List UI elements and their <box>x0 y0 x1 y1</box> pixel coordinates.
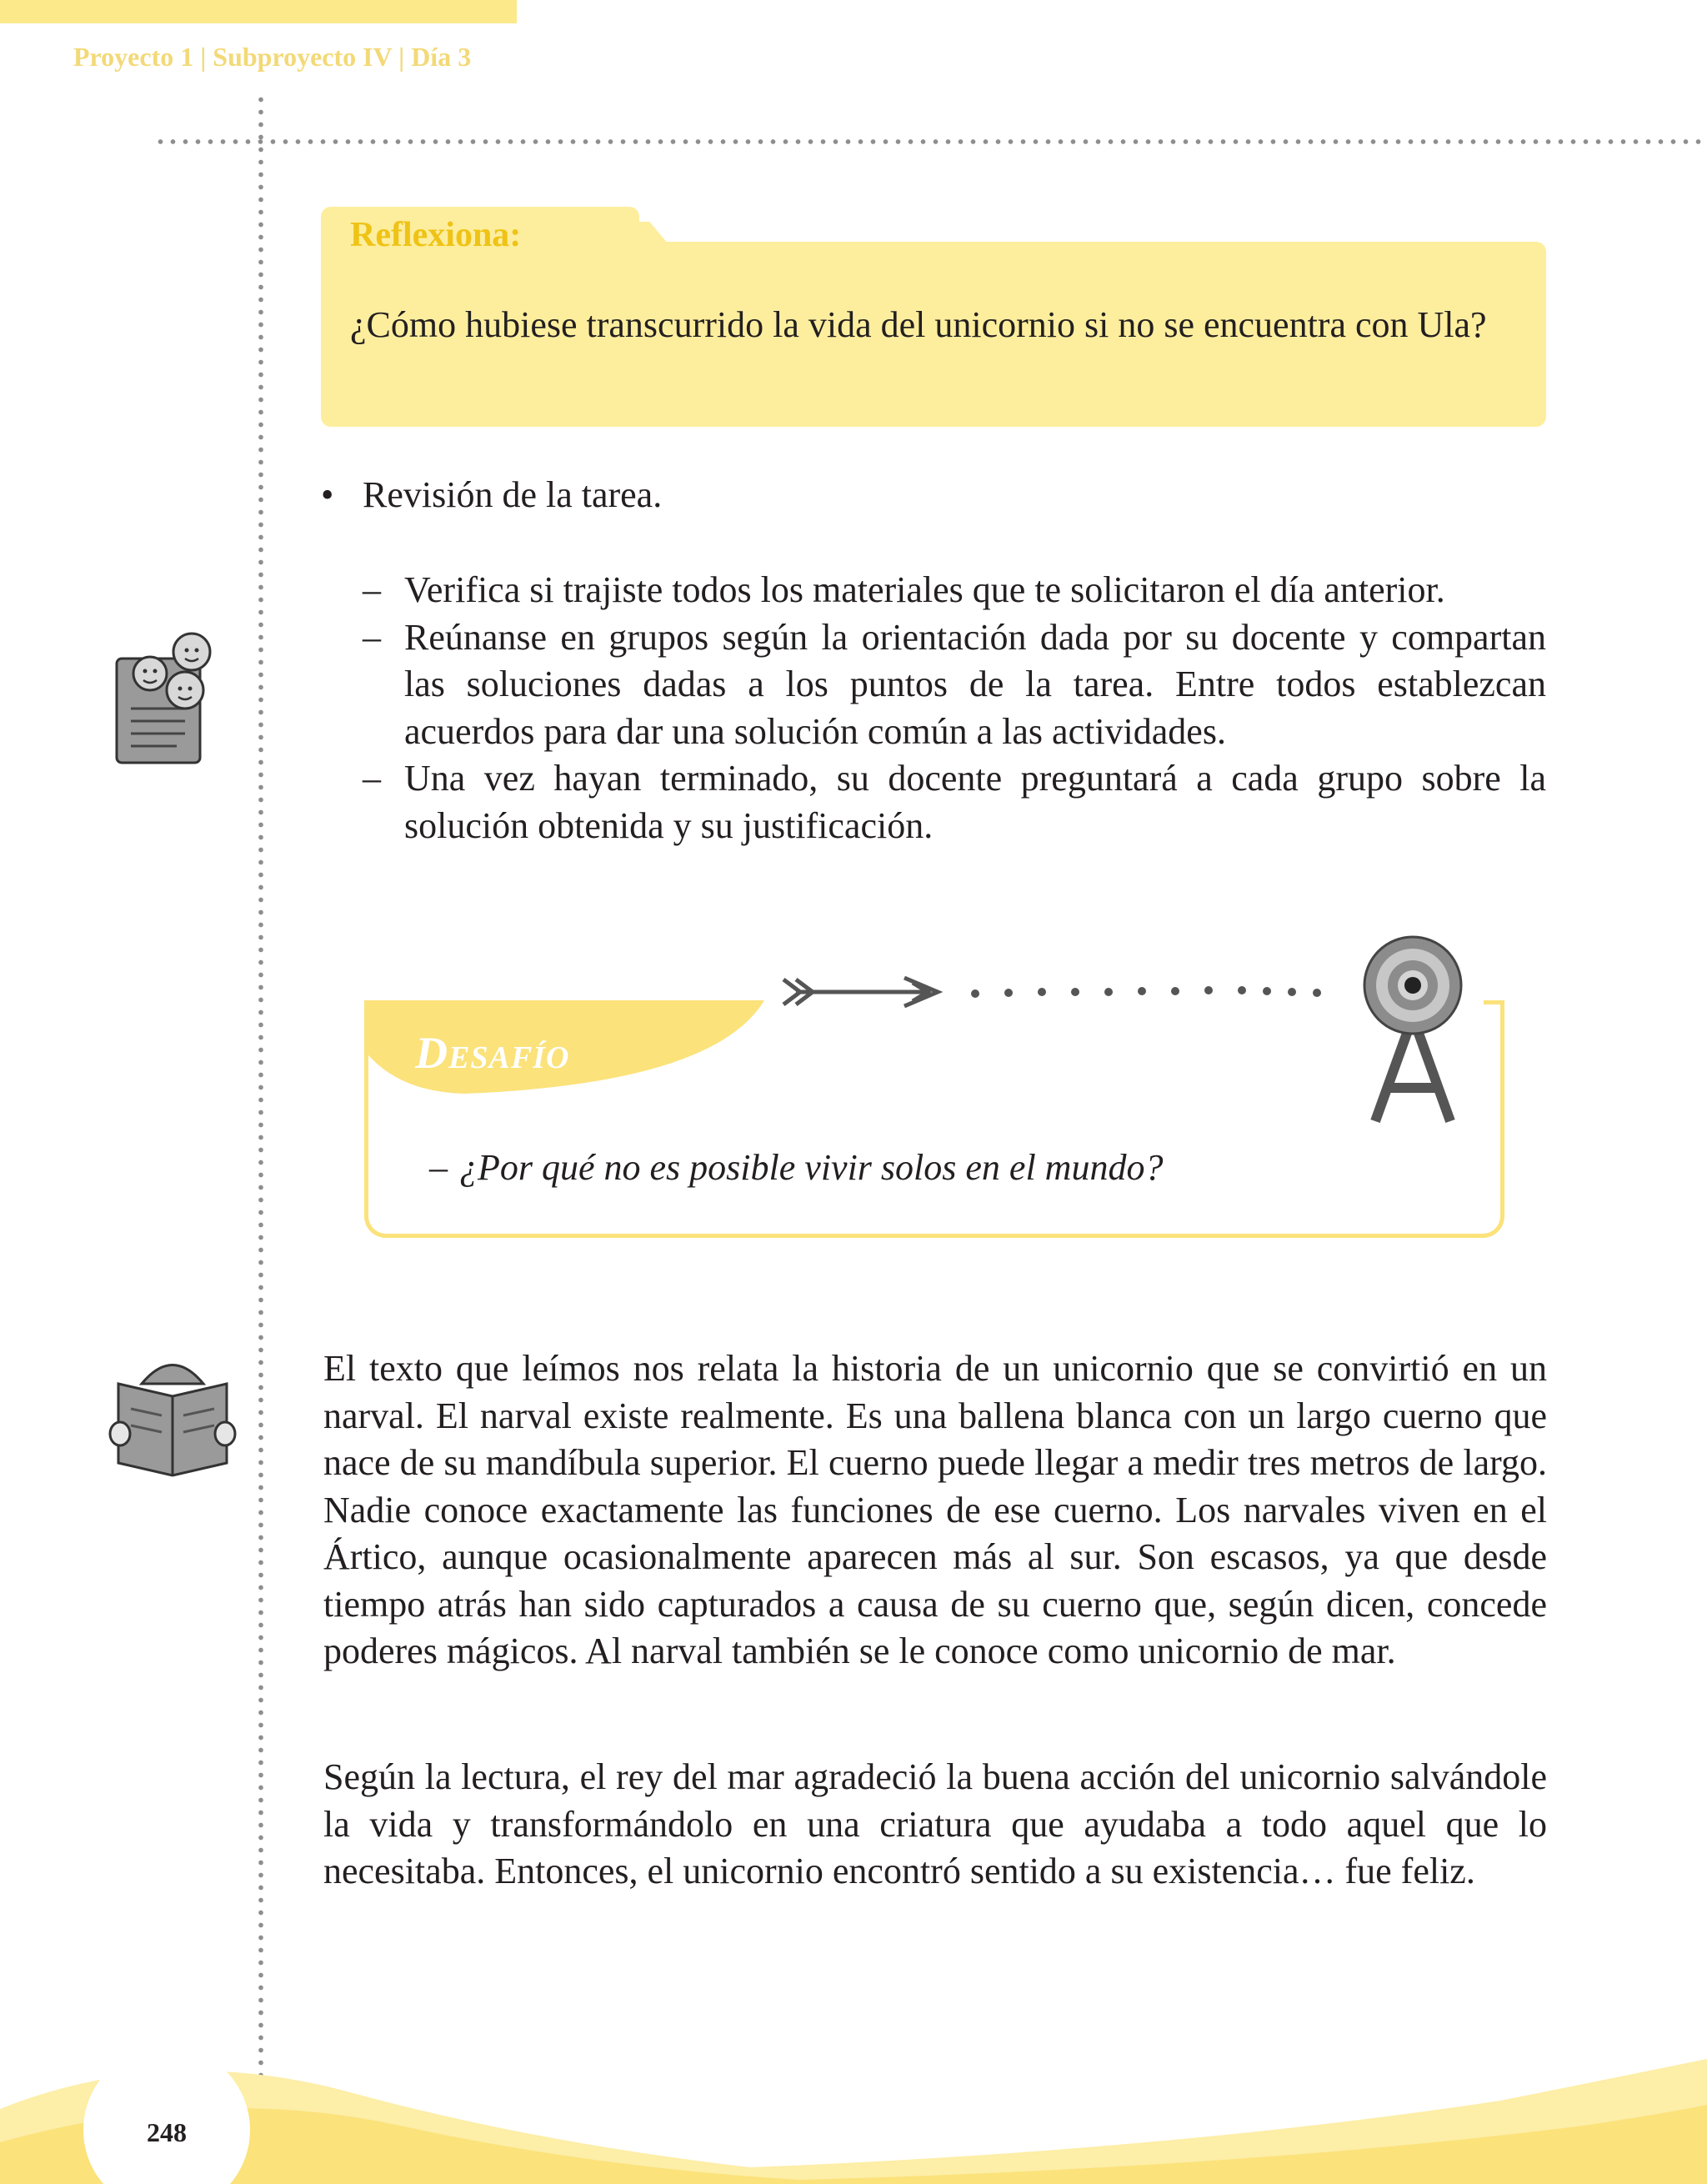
page-number: 248 <box>147 2117 187 2147</box>
dash-marker: – <box>363 758 381 799</box>
bullet-marker: • <box>321 474 334 515</box>
list-item-text: Reúnanse en grupos según la orientación dada por su docente y compartan las soluciones dadas a los puntos de la tarea. Entre todos establezcan acuerdos para dar una solución común a las actividades. <box>404 616 1546 752</box>
list-item <box>363 567 1546 614</box>
desafio-question <box>429 1146 1163 1189</box>
top-accent-bar <box>0 0 517 23</box>
list-item-text: Verifica si trajiste todos los materiales que te solicitaron el día anterior. <box>404 569 1445 610</box>
list-item-text: Una vez hayan terminado, su docente preguntará a cada grupo sobre la solución obtenida y su justificación. <box>404 758 1546 846</box>
running-head: Proyecto 1 | Subproyecto IV | Día 3 <box>73 42 472 72</box>
desafio-question-text: ¿Por qué no es posible vivir solos en el mundo? <box>459 1147 1164 1188</box>
dotted-trajectory <box>971 984 1346 1000</box>
reading-paragraph-1: El texto que leímos nos relata la historia de un unicornio que se convirtió en un narval. El narval existe realmente. Es una ballena blanca con un largo cuerno que nace de su mandíbula superior. El cuerno puede llegar a medir tres metros de largo. Nadie conoce exactamente las funciones de ese cuerno. Los narvales viven en el Ártico, aunque ocasionalmente aparecen más al sur. Son escasos, ya que desde tiempo atrás han sido capturados a causa de su cuerno que, según dicen, concede poderes mágicos. Al narval también se le conoce como unicornio de mar. <box>323 1348 1547 1671</box>
reflexiona-question: ¿Cómo hubiese transcurrido la vida del unicornio si no se encuentra con Ula? <box>350 304 1487 345</box>
reflexiona-title: Reflexiona: <box>350 216 522 254</box>
horizontal-dotted-rule <box>154 139 1707 144</box>
reading-paragraph-2: Según la lectura, el rey del mar agradeció la buena acción del unicornio salvándole la vida y transformándolo en una criatura que ayudaba a todo aquel que lo necesitaba. Entonces, el unicornio encontró sentido a su existencia… fue feliz. <box>323 1756 1547 1891</box>
reading-icon <box>110 1346 235 1480</box>
desafio-box-corner <box>1484 1000 1504 1004</box>
dash-marker: – <box>363 569 381 610</box>
desafio-title: Desafío <box>415 1028 570 1078</box>
footer-wave <box>0 2001 1707 2184</box>
list-item <box>363 614 1546 756</box>
target-icon <box>1350 934 1475 1125</box>
review-bullet-text: Revisión de la tarea. <box>363 474 663 515</box>
review-task-list <box>363 567 1546 849</box>
dash-marker: – <box>429 1147 448 1188</box>
dash-marker: – <box>363 616 381 658</box>
group-work-icon <box>110 625 235 767</box>
arrow-icon <box>779 971 946 1013</box>
vertical-dotted-rule <box>258 93 263 2077</box>
list-item <box>363 755 1546 849</box>
